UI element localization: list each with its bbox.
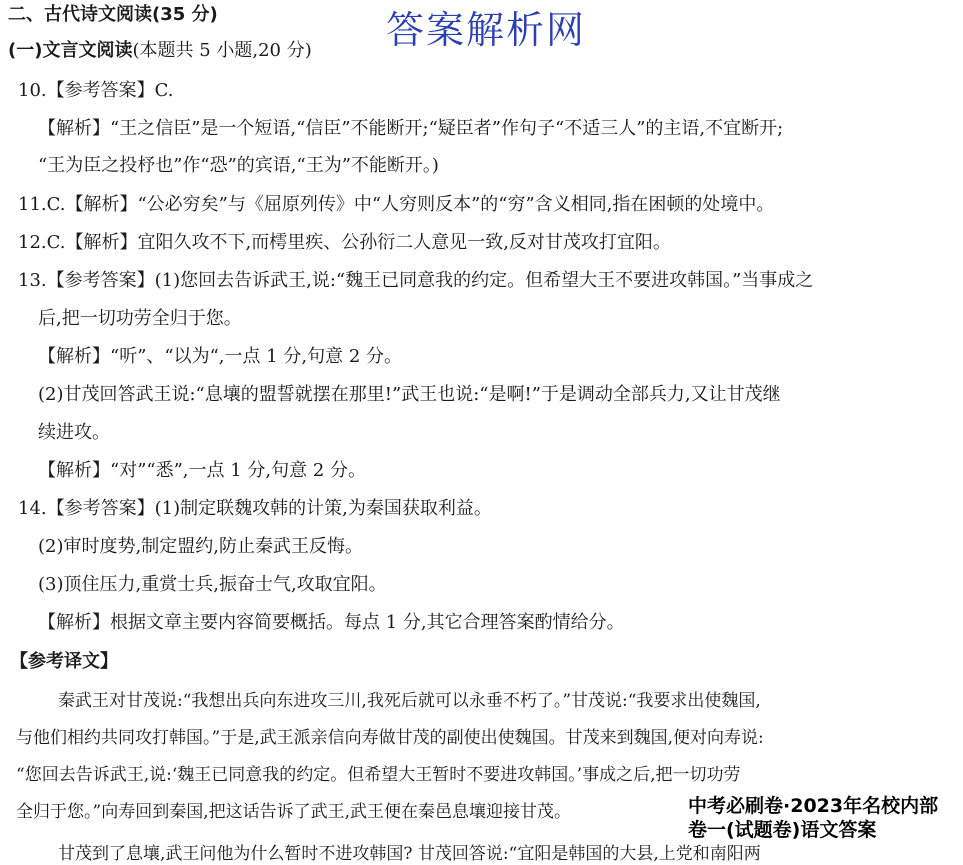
- subsection-title: (一)文言文阅读: [8, 40, 133, 61]
- answer-line: 14.【参考答案】(1)制定联魏攻韩的计策,为秦国获取利益。: [18, 498, 492, 519]
- answer-line: 【解析】“王之信臣”是一个短语,“信臣”不能断开;“疑臣者”作句子“不适三人”的主语,不宜断开;: [38, 118, 784, 139]
- answer-line: (2)审时度势,制定盟约,防止秦武王反悔。: [38, 536, 363, 557]
- stamp-line-1: 中考必刷卷·2023年名校内部: [688, 795, 939, 817]
- translation-line: 全归于您。”向寿回到秦国,把这话告诉了武王,武王便在秦邑息壤迎接甘茂。: [16, 802, 571, 822]
- translation-line: 甘茂到了息壤,武王问他为什么暂时不进攻韩国? 甘茂回答说:“宜阳是韩国的大县,上党和南阳两: [58, 844, 761, 864]
- watermark: 答案解析网: [386, 8, 587, 52]
- answer-line: 【解析】“对”“悉”,一点 1 分,句意 2 分。: [38, 460, 367, 481]
- answer-line: (3)顶住压力,重赏士兵,振奋士气,攻取宜阳。: [38, 574, 387, 595]
- stamp-line-2: 卷一(试题卷)语文答案: [688, 819, 877, 841]
- answer-line: 【解析】根据文章主要内容简要概括。每点 1 分,其它合理答案酌情给分。: [38, 612, 625, 633]
- answer-line: 续进攻。: [38, 422, 110, 443]
- answer-line: 10.【参考答案】C.: [18, 80, 174, 101]
- subsection-heading: [8, 40, 312, 62]
- answer-line: “王为臣之投杼也”作“恐”的宾语,“王为”不能断开。): [38, 155, 439, 176]
- answer-line: 【解析】“听”、“以为“,一点 1 分,句意 2 分。: [38, 346, 403, 367]
- answer-line: (2)甘茂回答武王说:“息壤的盟誓就摆在那里!”武王也说:“是啊!”于是调动全部兵力,又让甘茂继: [38, 384, 781, 405]
- subsection-note: (本题共 5 小题,20 分): [132, 40, 312, 61]
- answer-line: 13.【参考答案】(1)您回去告诉武王,说:“魏王已同意我的约定。但希望大王不要进攻韩国。”当事成之: [18, 270, 814, 291]
- translation-heading: 【参考译文】: [10, 651, 118, 672]
- translation-line: 秦武王对甘茂说:“我想出兵向东进攻三川,我死后就可以永垂不朽了。”甘茂说:“我要求出使魏国,: [58, 691, 761, 711]
- section-title: 二、古代诗文阅读(35 分): [8, 4, 218, 25]
- answer-line: 11.C.【解析】“公必穷矣”与《屈原列传》中“人穷则反本”的“穷”含义相同,指在困顿的处境中。: [18, 194, 775, 215]
- translation-line: “您回去告诉武王,说:‘魏王已同意我的约定。但希望大王暂时不要进攻韩国。’事成之后,把一切功劳: [16, 765, 741, 785]
- source-stamp: [688, 794, 938, 842]
- translation-line: 与他们相约共同攻打韩国。”于是,武王派亲信向寿做甘茂的副使出使魏国。甘茂来到魏国,便对向寿说:: [16, 728, 764, 748]
- answer-line: 12.C.【解析】宜阳久攻不下,而樗里疾、公孙衍二人意见一致,反对甘茂攻打宜阳。: [18, 232, 671, 253]
- answer-line: 后,把一切功劳全归于您。: [38, 308, 242, 329]
